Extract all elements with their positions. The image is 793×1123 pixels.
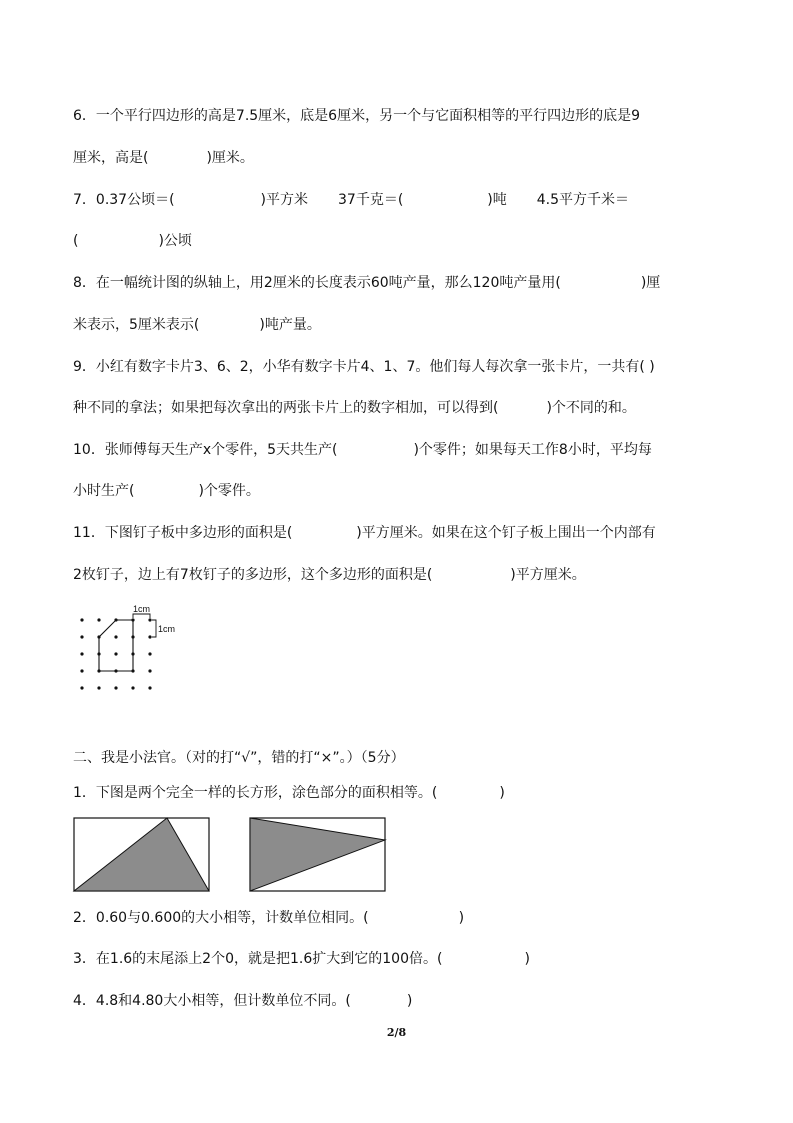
q10-text-d: )个零件。 — [198, 483, 260, 499]
pegboard-figure — [72, 598, 192, 694]
s2-q2 — [73, 908, 464, 928]
s2-q4-close: ) — [406, 993, 413, 1009]
q9-line2 — [73, 398, 636, 418]
s2-q3-text: 3．在1.6的末尾添上2个0，就是把1.6扩大到它的100倍。( — [73, 951, 443, 967]
unit-label-vertical: 1cm — [158, 624, 176, 634]
s2-q3 — [73, 949, 530, 969]
q8-text-d: )吨产量。 — [259, 317, 321, 333]
q7-text-a: 7．0.37公顷＝( — [73, 192, 175, 208]
q10-text-a: 10．张师傅每天生产x个零件，5天共生产( — [73, 442, 338, 458]
s2-q1-text: 1．下图是两个完全一样的长方形，涂色部分的面积相等。( — [73, 785, 438, 801]
q9-text-b: )个不同的和。 — [546, 400, 636, 416]
pegboard-dots — [80, 618, 151, 689]
unit-horizontal-bracket — [133, 614, 150, 618]
q7-line1 — [73, 190, 629, 210]
pegboard-polygon — [99, 620, 133, 671]
s2-q3-close: ) — [524, 951, 530, 967]
rectangles-figure — [72, 816, 390, 894]
q7-line2 — [73, 231, 192, 251]
q7-text-d: )吨 — [487, 192, 507, 208]
section2-title: 二、我是小法官。（对的打“√”，错的打“×”。）（5分） — [73, 750, 405, 766]
q6-line1: 6．一个平行四边形的高是7.5厘米，底是6厘米，另一个与它面积相等的平行四边形的底是9 — [73, 108, 640, 124]
q7-text-e: 4.5平方千米＝ — [536, 192, 630, 208]
q11-text-d: )平方厘米。 — [510, 567, 586, 583]
q11-line2 — [73, 565, 586, 585]
q6-text-a: 厘米，高是( — [73, 150, 149, 166]
q9-line1: 9．小红有数字卡片3、6、2，小华有数字卡片4、1、7。他们每人每次拿一张卡片，一共有( ) — [73, 359, 655, 375]
q8-text-a: 8．在一幅统计图的纵轴上，用2厘米的长度表示60吨产量，那么120吨产量用( — [73, 275, 561, 291]
q8-line1 — [73, 273, 660, 293]
q7-text-b: )平方米 — [260, 192, 309, 208]
q6-line2 — [73, 148, 254, 168]
q10-text-b: )个零件；如果每天工作8小时，平均每 — [413, 442, 652, 458]
q11-text-c: 2枚钉子，边上有7枚钉子的多边形，这个多边形的面积是( — [73, 567, 433, 583]
q7-text-g: )公顷 — [158, 233, 192, 249]
q7-text-c: 37千克＝( — [338, 192, 404, 208]
q7-text-f: ( — [73, 233, 79, 249]
q11-line1 — [73, 523, 656, 543]
s2-q2-text: 2．0.60与0.600的大小相等，计数单位相同。( — [73, 910, 369, 926]
s2-q4 — [73, 991, 412, 1011]
q11-text-a: 11．下图钉子板中多边形的面积是( — [73, 525, 293, 541]
q10-line2 — [73, 481, 260, 501]
q8-text-b: )厘 — [640, 275, 661, 291]
q10-text-c: 小时生产( — [73, 483, 135, 499]
q6-text-b: )厘米。 — [206, 150, 254, 166]
s2-q2-close: ) — [458, 910, 465, 926]
q9-text-a: 种不同的拿法；如果把每次拿出的两张卡片上的数字相加，可以得到( — [73, 400, 499, 416]
q11-text-b: )平方厘米。如果在这个钉子板上围出一个内部有 — [356, 525, 656, 541]
q8-line2 — [73, 315, 321, 335]
unit-vertical-bracket — [152, 620, 156, 637]
unit-label-horizontal: 1cm — [133, 604, 151, 614]
s2-q1-close: ) — [499, 785, 505, 801]
s2-q1 — [73, 783, 505, 803]
s2-q4-text: 4．4.8和4.80大小相等，但计数单位不同。( — [73, 993, 351, 1009]
q8-text-c: 米表示，5厘米表示( — [73, 317, 200, 333]
page-number: 2/8 — [386, 1026, 407, 1039]
q10-line1 — [73, 440, 652, 460]
